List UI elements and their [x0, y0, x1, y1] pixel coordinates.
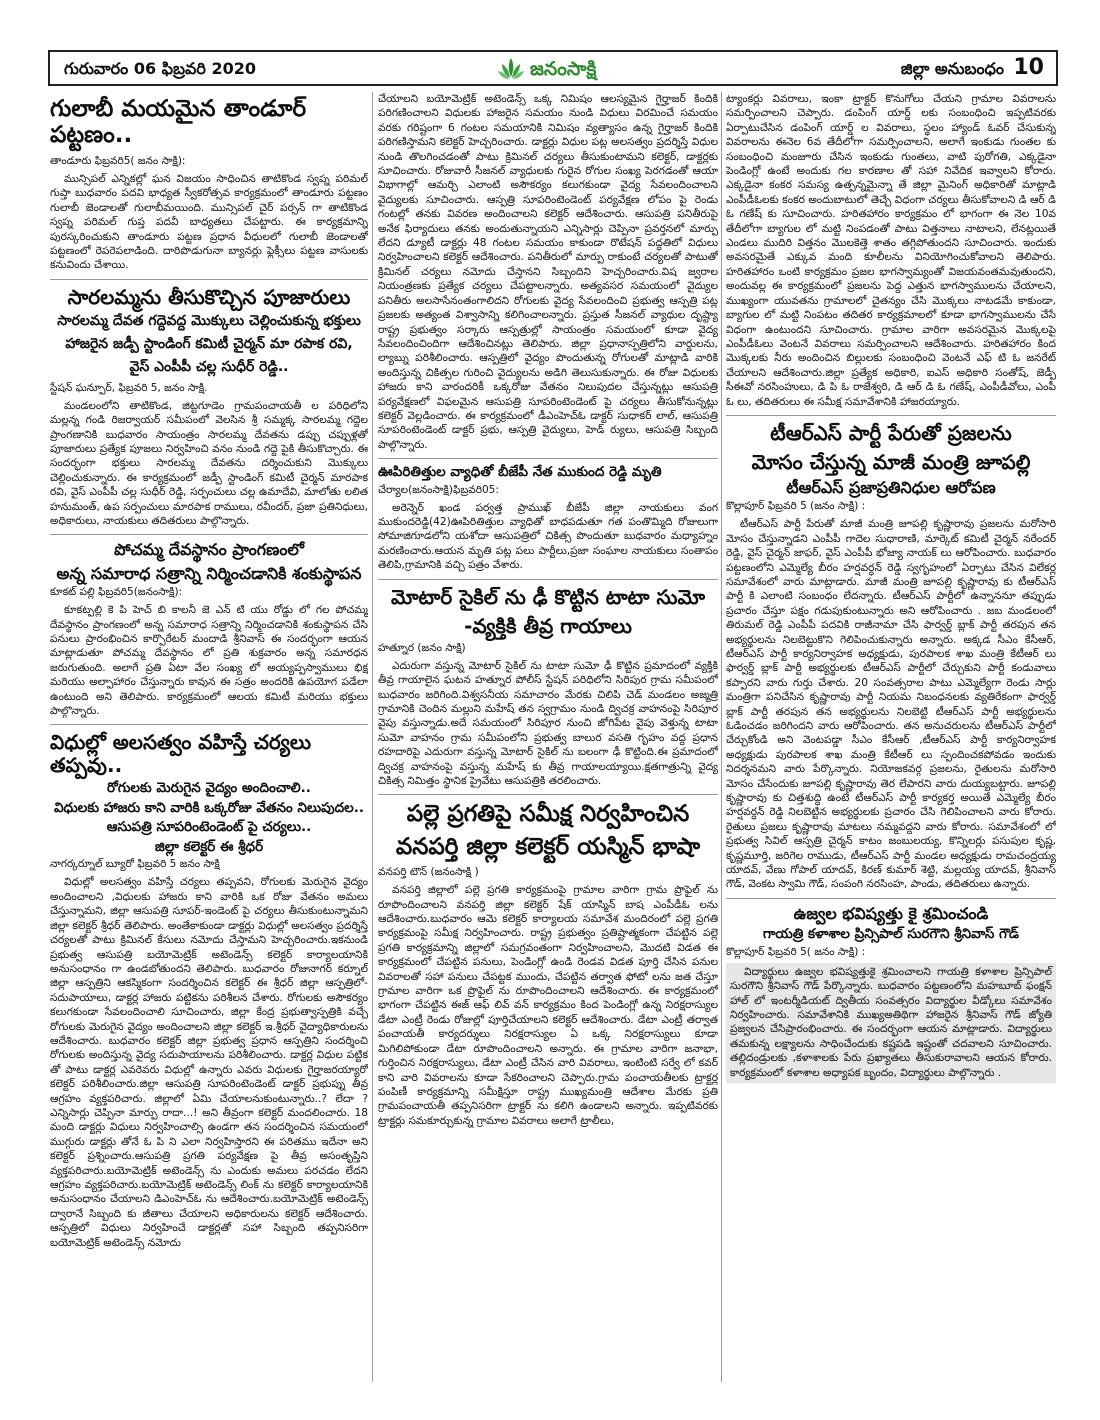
dateline: నాగర్కర్నూల్ బ్యూరో ఫిబ్రవరి 5 జనం సాక్షి	[50, 858, 220, 871]
headline: మోటార్ సైకిల్ ను ఢీ కొట్టిన టాటా సుమో	[390, 584, 706, 609]
article-tandur	[50, 96, 368, 273]
article-bjp-leader	[378, 465, 718, 573]
subheadline: ఆసుపత్రి సూపరింటెండెంట్ పై చర్యలు..	[106, 819, 312, 836]
dateline: చేర్యాల(జనంసాక్షి)ఫిబ్రవరి05:	[378, 483, 499, 496]
headline: మోసం చేస్తున్న మాజీ మంత్రి జూపల్లి	[751, 449, 1031, 474]
subheadline: సారలమ్మ దేవత గద్దెవద్ద మొక్కులు చెల్లించుకున్న భక్తులు	[57, 312, 361, 329]
article-palle-pragathi-continued	[726, 92, 1056, 409]
article-body: టీఆర్ఎస్ పార్టీ పేరుతో మాజీ మంత్రి జూపల్లి కృష్ణారావు ప్రజలను మరోసారి మోసం చేస్తున్నాడని ఎంపీపీ గాదెల సుధారాణి, మార్కెట్ కమిటీ చైర్మన్ నరేందర్ రెడ్డి, వైస్ చైర్మన్ జాఫర్, వైస్ ఎంపీపీ భోజ్యా నాయక్ లు ఆరోపించారు. బుధవారం పట్టణంలోని ఎమ్మెల్యే బీరం హర్షవర్ధన్ రెడ్డి స్వగృహంలో ఏర్పాటు చేసిన విలేకర్ల సమావేశంలో వారు మాట్లాడారు. మాజీ మంత్రి జూపల్లి కృష్ణారావు కు టీఆర్ఎస్ పార్టీ కి ఎలాంటి సంబంధం లేదన్నారు. టీఆర్ఎస్ పార్టీలో ఉన్నాననూ తప్పుడు ప్రచారం చేస్తూ పక్షం గడుపుకుంటున్నారు అని ఆరోపించారు . జబ మండలంలో తిరుమల్ రెడ్డి ఎంపీపీ పదవికి రాజీనామా చేసి ఫార్వర్డ్ బ్లాక్ పార్టీ తరపున తన అభ్యర్థులను నిలబెట్టుకొని గెలిపించుకున్నారు అన్నారు. అక్కడ సీఎం కేసీఆర్, టీఆర్ఎస్ పార్టీ కార్యనిర్వాహక అధ్యక్షుడు, పురపాలక శాఖ మంత్రి కేటీఆర్ లు ఫార్వర్డ్ బ్లాక్ పార్టీ అభ్యర్థులకు టీఆర్ఎస్ పార్టీలో చేర్చుకుని పార్టీ కండువాలు కప్పారని వారు గుర్తు చేశారు. 20 సంవత్సరాల పాటు ఎమ్మెల్యేగా రెండు సార్లు మంత్రిగా పనిచేసిన కృష్ణారావు పార్టీ నియమ నిబంధనలకు వ్యతిరేకంగా ఫార్వర్డ్ బ్లాక్ పార్టీ తరపున తన అభ్యర్థులను నిలబెట్టి టీఆర్ఎస్ పార్టీ అభ్యర్థులను ఓడించడం జరిగిందని వారు ఆరోపించారు. తన అనుచరులను టీఆర్ఎస్ పార్టీలో చేర్చుకోండి అని వెంటపడ్డా సీఎం కేసీఆర్ ,టీఆర్ఎస్ పార్టీ కార్యనిర్వాహక అధ్యక్షుడు పురపాలక శాఖ మంత్రి కేటీఆర్ లు స్పందించకపోవడం ఇందుకు నిదర్శనమని వారు పేర్కొన్నారు. నియోజకవర్గ ప్రజలను, రైతులను మరోసారి మోసం చేసేందుకు జూపల్లి కృష్ణారావు తెర లేపారని వారు దుయ్యబట్టారు. జూపల్లి కృష్ణారావు కు చిత్తశుద్ధి ఉంటే టీఆర్ఎస్ పార్టీ కార్యకర్త అయితే ఎమ్మెల్యే బీరం హర్షవర్ధన్ రెడ్డి నిలబెట్టిన అభ్యర్థులకు ప్రచారం చేసి గెలిపించాలని వారు కోరారు. రైతులు ప్రజలు కృష్ణారావు మాటలు నమ్మవద్దని వారు కోరారు. సమావేశంలో లో ప్రభుత్వ సివిల్ ఆస్పత్రి చైర్మన్ కాటం జంబులయ్య, కొన్నిలర్లు పసుపుల కృష్ణ, కృష్ణమూర్తి, జరిగెల రాముడు, టీఆర్ఎస్ పార్టీ మండల అధ్యక్షుడు రామచంద్రయ్య యాదవ్, వేణు గోపాల్ యాదవ్, కిరణ్ కుమార్ శెట్టి, మల్లయ్య యాదవ్, శ్రీనివాస్ గౌడ్, వెంకట స్వామి గౌడ్, సంపంగి నరసింహ, పాండు, తదితరులు ఉన్నారు.	[726, 518, 1056, 891]
subheadline: టీఆర్ఎస్ ప్రజాప్రతినిధుల ఆరోపణ	[786, 477, 996, 497]
divider	[378, 458, 718, 459]
headline: పల్లె ప్రగతిపై సమీక్ష నిర్వహించిన	[406, 801, 690, 828]
headline: విధుల్లో అలసత్వం వహిస్తే చర్యలు తప్పవు..	[50, 730, 312, 778]
issue-date: గురువారం 06 ఫిబ్రవరి 2020	[64, 59, 257, 78]
divider	[50, 279, 368, 280]
divider	[378, 579, 718, 580]
logo	[496, 54, 656, 84]
article-body: మున్సిపల్ ఎన్నికల్లో ఘన విజయం సాధించిన తాటికొండ స్వప్న పరిమల్ గుప్తా బుధవారం పదవి భాధ్యత స్వీకరోత్సవ కార్యక్రమంలో తాండూరు పట్టణం గులాబీ జెండాలతో గులాబీమయింది. మున్సిపల్ చైర్ పర్సన్ గా తాటికొండ స్వప్న పరిమల్ గుప్త పదవీ బాధ్యతలు చేపట్టారు. ఈ కార్యక్రమాన్ని పురస్కరించుకుని తాండూరు పట్టణ ప్రధాన వీధులలో గులాబీ జెండాలతో పట్టణంలో రెపరెపలాడింది. దారిపొడుగునా బ్యానర్లు ఫ్లెక్సీలు పట్టణ వాసులకు కనువిందు చేశాయి.	[50, 172, 368, 272]
subheadline: జిల్లా కలెక్టర్ ఈ శ్రీధర్	[154, 838, 264, 855]
column-3	[726, 92, 1056, 1392]
dateline: కొల్లాపూర్ ఫిబ్రవరి 5 (జనం సాక్షి) :	[726, 500, 866, 513]
masthead	[48, 50, 1058, 86]
article-body: విధుల్లో అలసత్వం వహిస్తే చర్యలు తప్పవని, రోగులకు మెరుగైన వైద్యం అందించాలని ,విధులకు హాజరు కాని వారికి ఒక రోజు వేతనం అమలు చేస్తున్నామని, జిల్లా ఆసుపత్రి సూపర్-ఇండెంట్ పై చర్యలు తీసుకుంటున్నామని జిల్లా కలెక్టర్ శ్రీధర్ తెలిపారు. అంతేకాకుండా డాక్టర్లు విధుల్లో అలసత్వం ప్రదర్శిస్తే చర్యలతో పాటు క్రిమినల్ కేసులు నమోదు చేస్తామని హెచ్చరించారు.ఇకనుండి ప్రభుత్వ ఆసుపత్రి బయోమెట్రిక్ అటెండెన్స్ కలెక్టర్ కార్యాలయానికి అనుసంధానం గా ఉండబోతుందని తెలిపారు. బుధవారం రోజునాగర్ కర్నూల్ జిల్లా ఆస్పత్రిని ఆకస్మికంగా సందర్శించిన కలెక్టర్ ఈ శ్రీధర్ జిల్లా ఆస్పత్రిలో- సదుపాయాలు, డాక్టర్ల హాజరు పట్టికను పరిశీలన చేశారు. రోగులకు అసౌకర్యం కలుగకుండా సేవలందించాలి సూచించారు, జిల్లా కేంద్ర ప్రభుత్వాస్పత్రికి వచ్చే రోగులకు మెరుగైన వైద్యం అందించాలని జిల్లా కలెక్టర్ ఇ.శ్రీధర్ వైద్యాధికారులను ఆదేశించారు. బుధవారం కలెక్టర్ జిల్లా ప్రభుత్వ ప్రధాన ఆస్పత్రిని సందర్శించి రోగులకు అందిస్తున్న వైద్య సదుపాయాలను పరిశీలించారు. డాక్టర్ల విధుల పట్టిక తో పాటు డాక్టర్ల ఎవరెవరు విధుల్లో ఉన్నారు ఎవరు విధులకు గైర్హాజరయ్యారో కలెక్టర్ పరిశీలించారు.జిల్లా ఆసుపత్రి సూపరింటెండెంట్ డాక్టర్ ప్రభుప్ను తీవ్ర ఆగ్రహం వ్యక్తపరిచారు. జిల్లాలో ఏమి చేయాలనుకుంటున్నారు..? లేదా ? ఎన్నిసార్లు చెప్పినా మార్పు రాదా...! అని తీవ్రంగా కలెక్టర్ మందలించారు. 18 మంది డాక్టర్లు విధులు నిర్వహించాల్సి ఉండగా తన సందర్శించిన సమయంలో ముగ్గురు డాక్టర్లు తోనే ఓ పి ని ఎలా నిర్వహిస్తారని ఈ పరితము ఇదేనా అని కలెక్టర్ ప్రశ్నించారు.ఆసుపత్రి ప్రగతి పర్యవేక్షణ పై తీవ్ర అసంతృప్తిని వ్యక్తపరిచారు.బయోమెట్రిక్ అటెండెన్స్ ను ఎందుకు అమలు పరచడం లేదని ఆగ్రహం వ్యక్తపరిచారు.బయోమెట్రిక్ అటెండెన్స్ లింక్ ను కలెక్టర్ కార్యాలయానికి అనుసంధానం చేయాలని డిఎంహెచ్ఓ ను ఆదేశించారు.బయోమెట్రిక్ అటెండెన్స్ ద్వారానే సిబ్బంది కు జీతాలు చేయాలని అధికారులను కలెక్టర్ ఆదేశించారు. ఆస్పత్రిలో విధులు నిర్వహించే డాక్టర్లతో సహా సిబ్బంది తప్పనిసరిగా బయోమెట్రిక్ అటెండెన్స్ నమోదు	[50, 876, 368, 1249]
article-palle-pragathi	[378, 801, 718, 1128]
article-body: ట్యాంకర్లు వివరాలు, ఇంకా ట్రాక్టర్ కొనుగోలు చేయని గ్రామాల వివరాలను సమర్పించాలని చెప్పారు. డంపింగ్ యార్డ్ లకు సంబంధించి ఇప్పటివరకు ఏర్పాటుచేసిన డంపింగ్ యార్డ్ ల వివరాలు, స్థలం హ్యాండ్ ఓవర్ చేసుకున్న వివరాలను ఈనెల 6వ తేదీలోగా సమర్పించాలని, అలాగే ఇంకుడు గుంతల కు సంబంధించి మంజూరు చేసిన ఇంకుడు గుంతలు, వాటి పురోగతి, ఎక్కడైనా పెండింగ్లో ఉంటే అందుకు గల కారణాల తో సహా నివేదిక ఇవ్వాలని కోరారు. ఎక్కడైనా కంకర సమస్య ఉత్పన్నమైన్నా తే జిల్లా మైనింగ్ అధికారితో మాట్లాడి ఎంపీడీఓలకు కంకర అందుబాటులో తెచ్చే విధంగా చర్యలు తీసుకోవాలని డి ఆర్ డి ఓ గణేష్ కు సూచించారు. హరితహారం కార్యక్రమం లో భాగంగా ఈ నెల 10వ తేదీలోగా బ్యాగుల లో మట్టి నింపడంతో పాటు విత్తనాలు నాటాలని, లేనట్లయితే ఎండలు ముదిరి విత్తనం మొలకెత్తె శాతం తగ్గిపోతుందని సూచించారు. ఇందుకు అవసరమైతే ఎక్కువ మంది కూలీలను వినియోగించుకోవాలని తెలిపారు. హరితహారం ఒంటి కార్యక్రమం ప్రజల భాగస్వామ్యంతో విజయవంతమవుతుందని, అందువల్ల ఈ కార్యక్రమంలో ప్రజలను పెద్ద ఎత్తున భాగస్వాములను చేయాలని, ముఖ్యంగా యువతను గ్రామాలలో చైతన్యం చేసి మొక్కలు నాటడమే కాకుండా, బ్యాగుల లో మట్టి నింపటం తదితర కార్యక్రమాలలో కూడా భాగస్వాములను చేసే విధంగా ఉంటుందని సూచించారు. గ్రామాల వారిగా అవసరమైన మొక్కలపై ఎంపీడీఓలు వెంటనే వివరాలు సమర్పించాలని ఆదేశించారు. హరితహారం కింద మొక్కలకు నీరు అందించిన బిల్లులకు సంబంధించి వెంటనే ఎఫ్ టి ఓ జనరేట్ చేయాలని ఆదేశించారు.జిల్లా ప్రత్యేక అధికారి, ఐఎస్ అధికారి సంతోష్, జెడ్పీ సీఈవో నరసింహులు, డి పి ఓ రాజేశ్వరి, డి ఆర్ డి ఓ గణేష్, ఎంపీడీవోలు, ఎంపీ ఓ లు, తదితరులు ఈ సమీక్ష సమావేశానికి హాజరయ్యారు.	[726, 93, 1056, 408]
headline: -వ్యక్తికి తీవ్ర గాయాలు	[464, 613, 632, 638]
dateline: హత్నూర (జనం సాక్షి)	[378, 641, 466, 654]
article-body: వనపర్తి జిల్లాలో పల్లె ప్రగతి కార్యక్రమంపై గ్రామాల వారిగా గ్రామ ప్రొఫైల్ ను రూపొందించాలని వనపర్తి జిల్లా కలెక్టర్ షేక్ యాస్మిన్ బాష ఎంపీడీఓ లను ఆదేశించారు.బుధవారం ఆమె కలెక్టర్ కార్యాలయ సమావేశ మందిరంలో పల్లె ప్రగతి కార్యక్రమంపై సమీక్ష నిర్వహించారు. రాష్ట్ర ప్రభుత్వం ప్రతిష్టాత్మకంగా చేపట్టిన పల్లె ప్రగతి కార్యక్రమాన్ని జిల్లాలో సమగ్రవంతంగా నిర్వహించాలని, మొదటి విడత ఈ కార్యక్రమంలో చేపట్టిన పనులు, పెండింగ్లో ఉండి రెండవ విడత పూర్తి చేసిన పనుల వివరాలతో సహా పనులు చేపట్టక ముందు, చేపట్టిన తర్వాత ఫోటో లను జత చేస్తూ గ్రామాల వారిగా ఒక ప్రొఫైల్ ను రూపొందించాలని ఆదేశించారు. ఈ కార్యక్రమంలో భాగంగా చేపట్టిన ఈజ్ ఆఫ్ లివ్ వన్ కార్యక్రమం కింద పెండింగ్లో ఉన్న నిరక్షరాస్యుల డేటా ఎంట్రీ రెండు రోజుల్లో పూర్తిచేయాలని కలెక్టర్ ఆదేశించారు. డేటా ఎంట్రీ తర్వాత పంచాయతీ కార్యదర్శులు నిరక్షరాస్యుల ఏ ఒక్క నిరక్షరాస్యులు కూడా మిగిలిపోకుండా డేటా రూపొందించాలని అన్నారు. ఈ గ్రామాల వారిగా జనాభా, గుర్తించిన నిరక్షరాస్యులు, డేటా ఎంట్రీ చేసిన వారి వివరాలు, ఇంటింటి సర్వే లో కవర్ కాని వారి వివరాలను కూడా సేకరించాలని చెప్పారు.గ్రామ పంచాయతీలకు ట్రాక్టర్ల పంపిణీ కార్యక్రమాన్ని సమీక్షిస్తూ రాష్ట్ర ముఖ్యమంత్రి ఆదేశాల మేరకు ప్రతి గ్రామపంచాయతీ తప్పనిసరిగా ట్రాక్టర్ ను కలిగి ఉండాలని అన్నారు. ఇప్పటివరకు ట్రాక్టర్లు సమకూర్చుకున్న గ్రామాల వివరాలు అలాగే ట్రాలీలు,	[378, 884, 718, 1127]
dateline: తాండూరు ఫిబ్రవరి5( జనం సాక్షి):	[50, 154, 186, 167]
article-body: చేయాలని బయోమెట్రిక్ అటెండెన్స్ ఒక్క నిమిషం ఆలస్యమైన గైర్హాజర్ కిందికి పరిగణించాలని విధులకు హాజరైన సమయం నుండి విధులు విరమించే సమయం వరకు గరిష్టంగా 6 గంటల సమయానికి నిమిషం వ్యత్యాసం ఉన్న గైర్హాజర్ కిందికి పరిగణిస్తామని కలెక్టర్ హెచ్చరించారు. డాక్టర్లు విధుల పట్ల అలసత్వం ప్రదర్శిస్తే విధుల నుండి తొలగించడంతో పాటు క్రిమినల్ చర్యలు తీసుకుంటామని కలెక్టర్, డాక్టర్లకు సూచించారు. రోజువారీ సీజనల్ వ్యాధులకు గురైన రోగుల సంఖ్య పెరగడంతో ఆయా విభాగాల్లో ఆమర్చి ఎలాంటి అసౌకర్యం కలుగకుండా వైద్య సేవలందించాలని వైద్యులకు సూచించారు. ఆస్పత్రి సూపరింటెండెంట్ పర్యవేక్షణ లోపం పై రెండు గంటల్లో తనకు వివరణ అందించాలని కలెక్టర్ ఆదేశించారు. ఆసుపత్రి పనితీరుపై అనేక ఫిర్యాదులు తనకు అందుతున్నాయని ఎన్నిసార్లు చెప్పినా ప్రవర్తనలో మార్పు లేదని డ్యూటీ డాక్టర్లు 48 గంటల సమయం కాకుండా రొటేషన్ పద్ధతిలో విధులు నిర్వహించాలని కలెక్టర్ ఆదేశించారు. పనితీరులో మార్పు రాకుంటే చర్యలతో పాటుతో క్రిమినల్ చర్యలు నమోదు చేస్తానని సిబ్బందిని హెచ్చరించారు.విష జ్వరాల నియంత్రణకు ప్రత్యేక చర్యలు చేపట్టాలన్నారు. అత్యవసర సమయంలో వైద్యుల పనితీరు అలసాసేనంతంగాలిదని రోగులకు వైద్య సేవలందించి ప్రభుత్వ ఆస్పత్రి పట్ల ప్రజలకు అత్యంత విశ్వాసాన్ని కలిగించాలన్నారు. ప్రస్తుత సీజనల్ వ్యాధుల దృష్ట్యా రాష్ట్ర ప్రభుత్వం సర్కారు ఆస్పత్రుల్లో సాయంత్రం సమయంలో కూడా వైద్య సేవలందించిందిగా ఆదేశించినట్లు తెలిపారు. జిల్లా ప్రధానాస్పత్రిలోని వార్డులను, ల్యాబ్ను పరిశీలించారు. ఆస్పత్రిలో వైద్యం పొందుతున్న రోగులతో మాట్లాడి వారికి అందిస్తున్న చికిత్సల గురించి వైద్యులను అడిగి తెలుసుకున్నారు. ఈ రోజు విధులకు హాజరు కాని వారందరికీ ఒక్కరోజు వేతనం నిలుపుదల చేస్తున్నట్లు ఆసుపత్రి పర్యవేక్షణలో విఫలమైన ఆసుపత్రి సూపరింటెండెంట్ పై చర్యలు తీసుకోనున్నట్లు కలెక్టర్ వెల్లడించారు. ఈ కార్యక్రమంలో డీఎంహెచ్ఓ డాక్టర్ సుధాకర్ లాల్, ఆసుపత్రి సూపరింటెండెంట్ డాక్టర్ ప్రభు, ఆస్పత్రి వైద్యులు, హెడ్ ర్యులు, ఆసుపత్రి సిబ్బంది పాల్గొన్నారు.	[378, 93, 718, 451]
dateline: స్టేషన్ ఘన్పూర్, ఫిబ్రవరి 5, జనం సాక్షి.	[50, 381, 208, 394]
divider	[726, 898, 1056, 899]
headline: వనపర్తి జిల్లా కలెక్టర్ యస్మిన్ భాషా	[395, 833, 701, 860]
article-body: విద్యార్థులు ఉజ్వల భవిష్యత్తుకై శ్రమించాలని గాయత్రి కళాశాల ప్రిన్సిపాల్ సురగౌని శ్రీనివాస్ గౌడ్ పేర్కొన్నారు. బుధవారం పట్టణంలోని మహబూబ్ ఫంక్షన్ హాల్ లో ఇంటర్మీడియట్ ద్వితీయ సంవత్సరం విద్యార్థుల వీడ్కోలు సమావేశం నిర్వహించారు. సమావేశానికి ముఖ్యఅతిథిగా హాజరైన శ్రీనివాస్ గౌడ్ జ్యోతి ప్రజ్వలన చేసిప్రారంభించారు. ఈ సందర్భంగా ఆయన మాట్లాడారు. విద్యార్థులు తమకున్న లక్ష్యాలను సాధించేందుకు కష్టపడి ఇష్టంతో చదవాలని సూచించారు. తల్లిదండ్రులకు ,కళాశాలకు పేరు ప్రఖ్యాతలు తీసుకురావాలని ఆయన కోరారు. కార్యక్రమంలో కళాశాల అధ్యాపక బృందం, విద్యార్థులు పాల్గొన్నారు .	[730, 965, 1052, 1079]
dateline: కూకట్ పల్లి ఫిబ్రవరి5(జనంసాక్షి):	[50, 586, 183, 599]
divider	[378, 794, 718, 795]
subheadline: విధులకు హాజరు కాని వారికి ఒక్కరోజు వేతనం నిలుపుదల..	[53, 799, 365, 816]
section-name: జిల్లా అనుబంధం	[900, 59, 1004, 78]
dateline: కొల్లాపూర్ ఫిబ్రవరి 5( జనం సాక్షి) :	[726, 945, 866, 958]
article-gayatri-college	[726, 905, 1056, 1083]
column-1	[50, 92, 368, 1392]
article-accident	[378, 586, 718, 789]
article-body: మండలంలోని తాటికొండ, జిట్టగూడెం గ్రామపంచాయతీ ల పరిధిలోని మల్లన్న గండి రిజర్వాయర్ సమీపంలో వెలసిన శ్రీ సమ్మక్క సారలమ్మ గద్దెల ప్రాంగణానికి బుధవారం సాయంత్రం సారలమ్మ దేవతను డప్పు చప్పుళ్లతో పూజారులు ప్రత్యేక పూజలు నిర్వహించి వనం నుండి గద్దె పైకి తీసుకొచ్చారు. ఈ సందర్భంగా భక్తులు సారలమ్మ దేవతను దర్శించుకుని మొక్కులు చెల్లించుకున్నారు. ఈ కార్యక్రమంలో జడ్పీ స్టాండింగ్ కమిటీ చైర్మన్ మారపాక రవి, వైస్ ఎంపీపీ చల్ల సుధీర్ రెడ్డి, సర్పంచులు చల్ల ఉమాదేవి, మాలోతు లలిత హనుమంత్, ఉప సర్పంచులు మారపాక రాములు, రవీందర్, ప్రజా ప్రతినిధులు, అధికారులు, నాయకులు తదితరులు పాల్గొన్నారు.	[50, 399, 368, 527]
headline: టీఆర్ఎస్ పార్టీ పేరుతో ప్రజలను	[770, 420, 1012, 445]
column-divider	[372, 92, 373, 1382]
column-2	[378, 92, 718, 1392]
subheadline: గాయత్రి కళాశాల ప్రిన్సిపాల్ సురగౌని శ్రీనివాస్ గౌడ్	[762, 926, 1020, 943]
dateline: వనపర్తి టౌన్ (జనంసాక్షి )	[378, 866, 479, 879]
page-number: 10	[1013, 55, 1044, 80]
divider	[726, 415, 1056, 416]
subheadline: హాజరైన జడ్పీ స్టాండింగ్ కమిటీ చైర్మన్ మా రపాక రవి,	[65, 335, 353, 352]
article-body: అరెన్నెర్ ఖండ పర్వత్త ప్రాముఖ్ బీజేపీ జిల్లా నాయకులు వంగ ముకుందరెడ్డి(42)ఊపిరితిత్తుల వ్యాధితో బాధపడుతూ గత పంతొమ్మిది రోజులుగా సోమాజిగూడలోని యశోదా ఆసుపత్రిలో చికిత్స పొందుతూ బుధవారం మధ్యాహ్నం మరణించారు.ఆయన మృతి పట్ల పలు పార్టీలు,ప్రజా సంఘాల నాయకులు సంతాపం తెలిపి,గ్రామానికి వచ్చి పత్రం వేశారు.	[378, 501, 718, 572]
headline: ఉజ్వల భవిష్యత్తు కై శ్రమించండి	[793, 903, 989, 923]
article-saralamma	[50, 286, 368, 529]
column-divider	[721, 92, 722, 1382]
divider	[50, 724, 368, 725]
headline: గులాబీ మయమైన తాండూర్ పట్టణం..	[50, 96, 307, 149]
article-body: ఎదురుగా వస్తున్న మోటార్ సైకిల్ ను టాటా సుమో ఢీ కొట్టిన ప్రమాదంలో వ్యక్తికి తీవ్ర గాయాలైన ఘటన హత్నూర పోలీస్ స్టేషన్ పరిధిలోని సిరిపుర గ్రామ సమీపంలో బుధవారం జరిగింది.విశ్వసనీయ సమాచారం మేరకు చిలిపి చెడ్ మండలం అజ్మత్రి గ్రామానికి చెందిన మల్లుని మహేష్ తన స్వగ్రామం నుండి ద్విచక్ర వాహనంపై సిరిపూర వైపు వస్తున్నాడు.అదే సమయంలో సిరిపూర నుంచి జోగిపేట వైపు వెళ్తున్న టాటా సుమో వాహనం గ్రామ సమీపంలోని ప్రభుత్వ బాలుర వసతి గృహం వద్ద ప్రధాన రహదారిపై ఎదురుగా వస్తున్న మోటార్ సైకిల్ ను బలంగా ఢీ కొట్టింది.ఈ ప్రమాదంలో ద్విచక్ర వాహనంపై వస్తున్న మహేష్ కు తీవ్ర గాయాలయ్యాయి.క్షతగాత్రున్ని వైద్య చికిత్స నిమిత్తం స్థానిక ప్రైవేటు ఆసుపత్రికి తరలించారు.	[378, 659, 718, 787]
headline: ఊపిరితిత్తుల వ్యాధితో బీజేపీ నేత ముకుంద రెడ్డి మృతి	[378, 464, 662, 481]
logo-text: జనంసాక్షి	[530, 58, 597, 80]
article-hospital	[50, 731, 368, 1250]
headline: అన్న సమారాధ సత్రాన్ని నిర్మించడానికి శంకుస్థాపన	[56, 563, 362, 583]
lotus-icon	[496, 55, 526, 83]
article-hospital-continued	[378, 92, 718, 452]
article-pochamma	[50, 541, 368, 718]
article-body: కూకట్పల్లి కె పి హెచ్ బి కాలనీ జె ఎన్ టి యు రోడ్డు లో గల పోచమ్మ దేవస్థానం ప్రాంగణంలో అన్న సమారాధ సత్రాన్ని నిర్మించడానికి శంకుస్థాపన చేసి పనులు ప్రారంభించిన కార్పొరేటర్ మందాడి శ్రీనివాస్ ఈ సందర్భంగా ఆయన మాట్లాడుతూ పోచమ్మ దేవస్థానం లో ప్రతి శుక్రవారం అన్న సమారధన జరుగుతుంది. అలాగే ప్రతి ఏటా వేల సంఖ్య లో అయ్యప్పస్వాములు భిక్ష మరియు అల్పాహారం చేస్తున్నారు కావున ఈ సత్రం అందరికి ఉపయోగ పడేలా ఉంటుంది అని తెలిపారు. కార్యక్రమంలో ఆలయ కమిటీ మరియు భక్తులు పాల్గొన్నారు.	[50, 604, 368, 717]
article-jupally	[726, 422, 1056, 892]
headline: పోచమ్మ దేవస్థానం ప్రాంగణంలో	[114, 540, 304, 560]
divider	[50, 534, 368, 535]
subheadline: వైస్ ఎంపీపీ చల్ల సుధీర్ రెడ్డి..	[129, 358, 289, 375]
subheadline: రోగులకు మెరుగైన వైద్యం అందించాలి..	[107, 780, 311, 797]
headline: సారలమ్మను తీసుకొచ్చిన పూజారులు	[67, 284, 351, 309]
